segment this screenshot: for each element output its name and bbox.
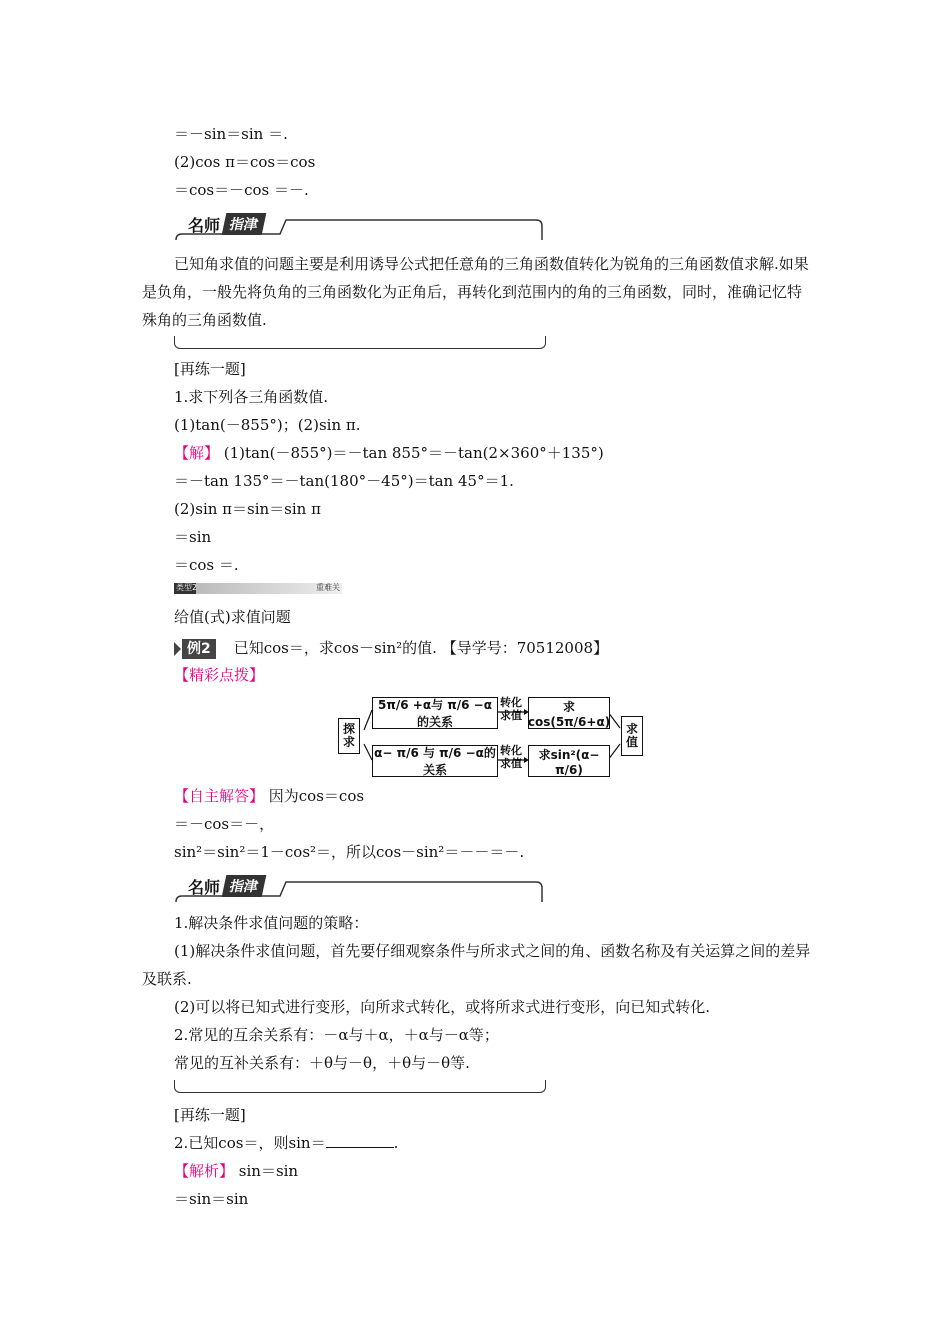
analysis-tag: 【解析】	[174, 1162, 235, 1180]
diagram-top-relation: 5π/6 +α与 π/6 −α的关系	[372, 697, 498, 729]
diagram-top-target: 求cos(5π/6+α)	[528, 697, 610, 729]
guidance-close	[174, 336, 546, 349]
example-line	[182, 638, 608, 659]
solution-line: ＝－cos＝－，	[174, 815, 275, 833]
practice-heading: [再练一题]	[174, 1106, 246, 1124]
hint-tag: 【精彩点拨】	[174, 666, 265, 684]
practice-question: 1.求下列各三角函数值.	[174, 388, 329, 406]
solution-line: ＝cos ＝.	[174, 556, 239, 574]
diagram-end-box: 求值	[621, 716, 643, 756]
type-title: 给值(式)求值问题	[174, 608, 291, 626]
diagram-bottom-target: 求sin²(α− π/6)	[528, 745, 610, 777]
solution-line: ＝sin	[174, 528, 212, 546]
guidance-tag-badge: 指津	[222, 875, 267, 897]
solution-text: (1)tan(－855°)＝－tan 855°＝－tan(2×360°＋135°)	[219, 444, 604, 462]
guidance-tag-label: 名师	[188, 877, 221, 897]
practice-heading: [再练一题]	[174, 360, 246, 378]
practice-question	[174, 1133, 398, 1153]
solution-line: sin²＝sin²＝1－cos²＝，所以cos－sin²＝－－＝－.	[174, 843, 525, 861]
guidance-tag	[188, 212, 264, 236]
example-badge: 例2	[182, 639, 216, 659]
answer-blank	[326, 1133, 394, 1148]
solution-line	[174, 443, 604, 463]
guidance-line: 2.常见的互余关系有：－α与＋α，＋α与－α等；	[174, 1026, 499, 1044]
solution-line: ＝sin＝sin	[174, 1190, 249, 1208]
guidance-line: 1.解决条件求值问题的策略：	[174, 914, 369, 932]
solution-text: sin＝sin	[234, 1162, 299, 1180]
guidance-tag-badge: 指津	[222, 213, 267, 235]
type-bar-level: 重难关	[316, 583, 340, 592]
diagram-start-box: 探求	[338, 718, 360, 754]
diagram-bottom-relation: α− π/6 与 π/6 −α的关系	[372, 745, 498, 777]
diagram-top-label: 转化求值	[500, 696, 522, 722]
guidance-line: (2)可以将已知式进行变形，向所求式转化，或将所求式进行变形，向已知式转化.	[174, 998, 711, 1016]
guidance-text: 已知角求值的问题主要是利用诱导公式把任意角的三角函数值转化为锐角的三角函数值求解.如果是负角，一般先将负角的三角函数化为正角后，再转化到范围内的角的三角函数，同时，准确记忆特殊角的三角函数值.	[142, 255, 809, 329]
guidance-line: (1)解决条件求值问题，首先要仔细观察条件与所求式之间的角、函数名称及有关运算之间的差异及联系.	[142, 942, 811, 988]
solution-line: ＝－tan 135°＝－tan(180°－45°)＝tan 45°＝1.	[174, 472, 514, 490]
type-bar-label: 类型2	[176, 583, 198, 592]
type-bar	[174, 583, 342, 594]
solution-line: (2)sin π＝sin＝sin π	[174, 500, 321, 518]
diagram-bottom-label: 转化求值	[500, 744, 522, 770]
solution-line: (2)cos π＝cos＝cos	[174, 153, 316, 171]
guidance-tag-label: 名师	[188, 215, 221, 235]
solution-line	[174, 1161, 298, 1181]
example-text: 已知cos＝，求cos－sin²的值. 【导学号：70512008】	[233, 639, 609, 657]
solution-line: ＝cos＝－cos ＝－.	[174, 181, 309, 199]
flow-diagram	[338, 694, 644, 778]
solution-text: 因为cos＝cos	[264, 787, 365, 805]
guidance-line: 常见的互补关系有：＋θ与－θ，＋θ与－θ等.	[174, 1054, 470, 1072]
question-end: .	[393, 1134, 399, 1152]
solution-line	[174, 786, 364, 806]
self-answer-tag: 【自主解答】	[174, 787, 265, 805]
practice-question: (1)tan(－855°)；(2)sin π.	[174, 416, 361, 434]
guidance-tag	[188, 874, 264, 898]
guidance-close	[174, 1080, 546, 1093]
solution-tag: 【解】	[174, 444, 220, 462]
solution-line: ＝－sin＝sin ＝.	[174, 125, 288, 143]
question-text: 2.已知cos＝，则sin＝	[174, 1134, 326, 1152]
